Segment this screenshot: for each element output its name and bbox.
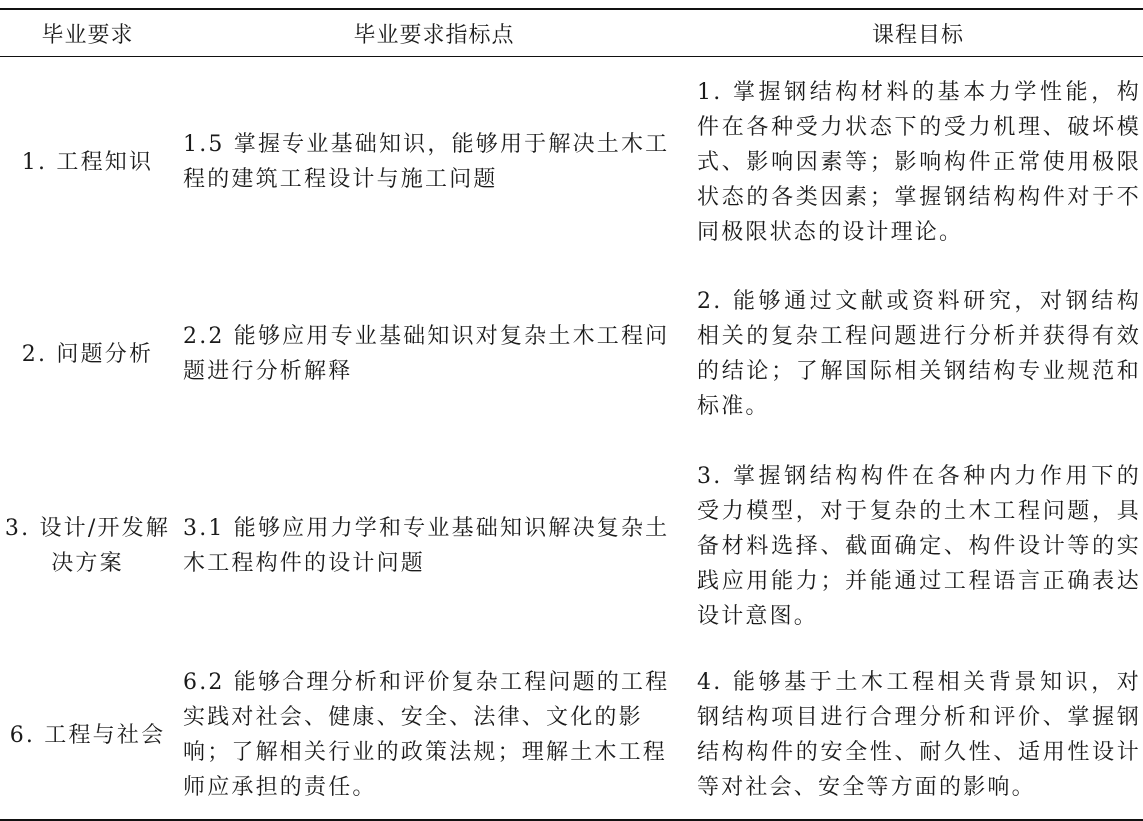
indicator-cell: 6.2 能够合理分析和评价复杂工程问题的工程实践对社会、健康、安全、法律、文化的影响；了解相关行业的政策法规；理解土木工程师应承担的责任。 — [183, 670, 670, 800]
table-row — [0, 651, 1143, 820]
graduation-requirements-table — [0, 8, 1143, 821]
indicator-cell: 2.2 能够应用专业基础知识对复杂土木工程问题进行分析解释 — [183, 324, 670, 384]
requirement-cell: 6. 工程与社会 — [9, 722, 166, 748]
objective-cell: 2. 能够通过文献或资料研究，对钢结构相关的复杂工程问题进行分析并获得有效的结论；了解国际相关钢结构专业规范和标准。 — [697, 289, 1141, 419]
objective-cell: 1. 掌握钢结构材料的基本力学性能，构件在各种受力状态下的受力机理、破坏模式、影响因素等；影响构件正常使用极限状态的各类因素；掌握钢结构构件对于不同极限状态的设计理论。 — [697, 79, 1141, 245]
header-objective: 课程目标 — [871, 22, 964, 48]
indicator-cell: 1.5 掌握专业基础知识，能够用于解决土木工程的建筑工程设计与施工问题 — [183, 132, 670, 192]
requirement-cell: 2. 问题分析 — [21, 341, 154, 367]
table-row — [0, 441, 1143, 651]
table-header — [0, 9, 1143, 57]
requirement-cell: 3. 设计/开发解决方案 — [4, 516, 171, 576]
requirement-cell: 1. 工程知识 — [21, 149, 154, 175]
table-row — [0, 57, 1143, 268]
header-requirement: 毕业要求 — [41, 22, 134, 48]
objective-cell: 3. 掌握钢结构构件在各种内力作用下的受力模型，对于复杂的土木工程问题，具备材料选择、截面确定、构件设计等的实践应用能力；并能通过工程语言正确表达设计意图。 — [697, 463, 1141, 629]
objective-cell: 4. 能够基于土木工程相关背景知识，对钢结构项目进行合理分析和评价、掌握钢结构构件的安全性、耐久性、适用性设计等对社会、安全等方面的影响。 — [697, 670, 1141, 800]
header-indicator: 毕业要求指标点 — [353, 22, 515, 48]
header-row — [0, 9, 1143, 57]
table-row — [0, 267, 1143, 441]
table-body — [0, 57, 1143, 821]
indicator-cell: 3.1 能够应用力学和专业基础知识解决复杂土木工程构件的设计问题 — [183, 516, 670, 576]
requirements-table-container — [0, 8, 1143, 821]
